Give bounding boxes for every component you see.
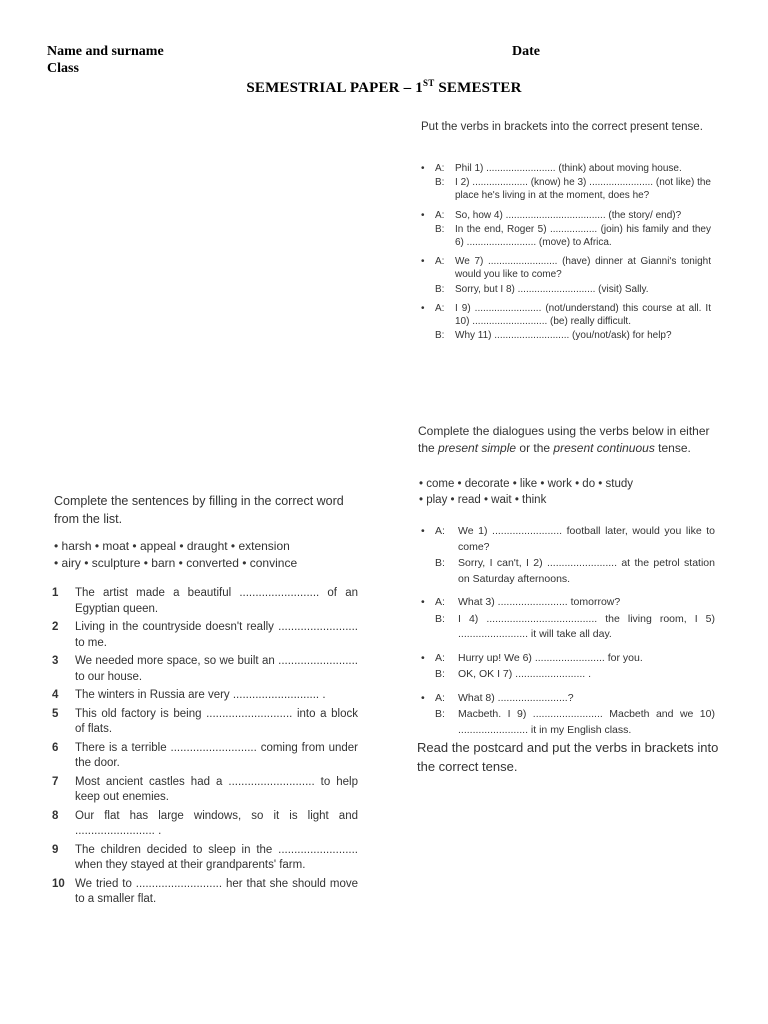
verb-list-line: • play • read • wait • think [419,493,547,506]
dialogue-line: B: I 4) ...................................... the living room, I 5) ........................ it will take all day. [435,612,715,640]
title-main: SEMESTRIAL PAPER – 1 [246,80,423,96]
vocabulary-sentences [52,586,358,911]
sentence-item: 5 This old factory is being ........................... into a block of flats. [52,707,358,735]
verb-list-line: • come • decorate • like • work • do • study [419,478,633,490]
dialogue-line: • A: We 7) ......................... (have) dinner at Gianni's tonight would you like to come? [421,256,711,281]
vocabulary-instruction: Complete the sentences by filling in the correct word from the list. [54,494,344,526]
sentence-item: 6 There is a terrible ........................... coming from under the door. [52,741,358,769]
dialogues-instruction: Complete the dialogues using the verbs below in either the present simple or the present continuous tense. [418,424,710,455]
sentence-item: 3 We needed more space, so we built an ......................... to our house. [52,655,358,683]
vocabulary-word-list [54,538,297,572]
date-label: Date [512,44,540,59]
sentence-item: 7 Most ancient castles had a ........................... to help keep out enemies. [52,775,358,803]
present-tense-dialogue [421,162,711,342]
dialogue-verb-list [419,477,633,508]
sentence-item: 4 The winters in Russia are very ........................... . [52,689,326,701]
dialogue-line: B: I 2) .................... (know) he 3) ....................... (not like) the place he's living in at the moment, does he? [435,177,711,202]
present-tense-instruction: Put the verbs in brackets into the correct present tense. [421,121,703,133]
sentence-item: 2 Living in the countryside doesn't really ......................... to me. [52,621,358,649]
word-list-line: • airy • sculpture • barn • converted • convince [54,556,298,570]
dialogue-line: • A: What 8) ........................? [421,691,574,704]
sentence-item: 10 We tried to ........................... her that she should move to a smaller flat. [52,877,358,905]
dialogue-line: • A: I 9) ........................ (not/understand) this course at all. It 10) ........................... (be) really difficult. [421,302,711,328]
dialogue-line: B: Why 11) ........................... (you/not/ask) for help? [435,330,672,342]
dialogue-line: B: In the end, Roger 5) ................. (join) his family and they 6) ......................... (move) to Africa. [435,223,711,249]
dialogue-line: • A: Phil 1) ......................... (think) about moving house. [421,163,682,174]
sentence-item: 1 The artist made a beautiful ......................... of an Egyptian queen. [52,587,358,615]
dialogue-line: • A: What 3) ........................ tomorrow? [421,596,621,608]
dialogues-list [421,524,715,738]
postcard-instruction: Read the postcard and put the verbs in brackets into the correct tense. [417,740,719,774]
dialogue-line: B: Sorry, I can't, I 2) ........................ at the petrol station on Saturday afternoons. [435,557,715,585]
dialogue-line: B: OK, OK I 7) ........................ . [435,668,592,680]
title-end: SEMESTER [434,80,522,96]
sentence-item: 8 Our flat has large windows, so it is light and ......................... . [52,809,358,837]
class-label: Class [47,61,79,76]
sentence-item: 9 The children decided to sleep in the ......................... when they stayed at their grandparents' farm. [52,843,358,871]
name-and-surname-label: Name and surname [47,44,164,59]
dialogue-line: B: Macbeth. I 9) ........................ Macbeth and we 10) ........................ it in my English class. [435,708,715,736]
word-list-line: • harsh • moat • appeal • draught • extension [54,539,290,553]
dialogue-line: • A: Hurry up! We 6) ........................ for you. [421,651,643,664]
dialogue-line: • A: So, how 4) .................................... (the story/ end)? [421,209,682,221]
dialogue-line: • A: We 1) ........................ football later, would you like to come? [421,525,715,553]
title-superscript: ST [423,78,435,88]
dialogue-line: B: Sorry, but I 8) ............................ (visit) Sally. [435,283,649,295]
page-title [0,78,768,97]
